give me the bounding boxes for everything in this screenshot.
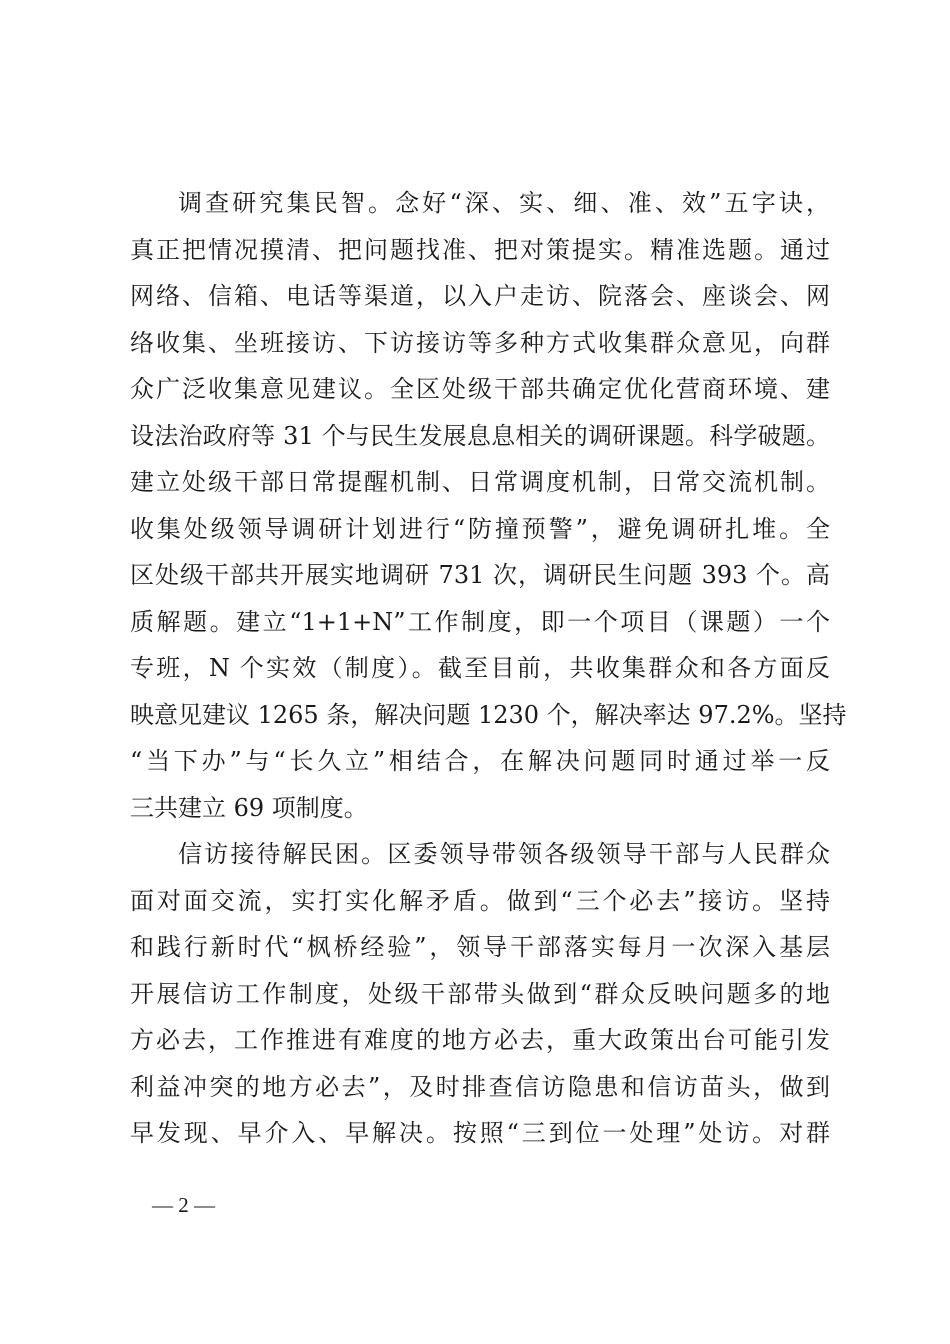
body-text [130, 180, 847, 1157]
text-line: 开展信访工作制度，处级干部带头做到“群众反映问题多的地 [130, 979, 830, 1008]
text-line: 建立处级干部日常提醒机制、日常调度机制，日常交流机制。 [130, 468, 830, 496]
paragraph-petition [130, 831, 830, 1157]
text-line: 专班，N 个实效（制度）。截至目前，共收集群众和各方面反 [130, 654, 830, 682]
text-line: 面对面交流，实打实化解矛盾。做到“三个必去”接访。坚持 [130, 886, 830, 915]
text-line: 和践行新时代“枫桥经验”，领导干部落实每月一次深入基层 [130, 933, 830, 961]
text-line: 调查研究集民智。念好“深、实、细、准、效”五字诀， [178, 189, 830, 217]
paragraph-research [130, 180, 847, 831]
text-line: 真正把情况摸清、把问题找准、把对策提实。精准选题。通过 [130, 235, 830, 264]
text-line: 网络、信箱、电话等渠道，以入户走访、院落会、座谈会、网 [130, 282, 830, 310]
text-line: 收集处级领导调研计划进行“防撞预警”，避免调研扎堆。全 [130, 514, 830, 543]
text-line: 质解题。建立“1+1+N”工作制度，即一个项目（课题）一个 [130, 607, 830, 636]
text-line: 络收集、坐班接访、下访接访等多种方式收集群众意见，向群 [130, 328, 830, 357]
text-line: 早发现、早介入、早解决。按照“三到位一处理”处访。对群 [130, 1119, 830, 1147]
text-line: 映意见建议 1265 条，解决问题 1230 个，解决率达 97.2%。坚持 [130, 700, 847, 729]
text-line: “当下办”与“长久立”相结合，在解决问题同时通过举一反 [130, 747, 830, 775]
page-number: — 2 — [152, 1193, 215, 1217]
text-line: 信访接待解民困。区委领导带领各级领导干部与人民群众 [178, 840, 830, 868]
text-line: 方必去，工作推进有难度的地方必去，重大政策出台可能引发 [130, 1026, 830, 1054]
text-line: 众广泛收集意见建议。全区处级干部共确定优化营商环境、建 [130, 375, 830, 403]
text-line: 利益冲突的地方必去”，及时排查信访隐患和信访苗头，做到 [130, 1072, 830, 1101]
text-line: 区处级干部共开展实地调研 731 次，调研民生问题 393 个。高 [130, 561, 830, 589]
text-line: 设法治政府等 31 个与民生发展息息相关的调研课题。科学破题。 [130, 421, 830, 450]
text-line: 三共建立 69 项制度。 [130, 793, 368, 822]
